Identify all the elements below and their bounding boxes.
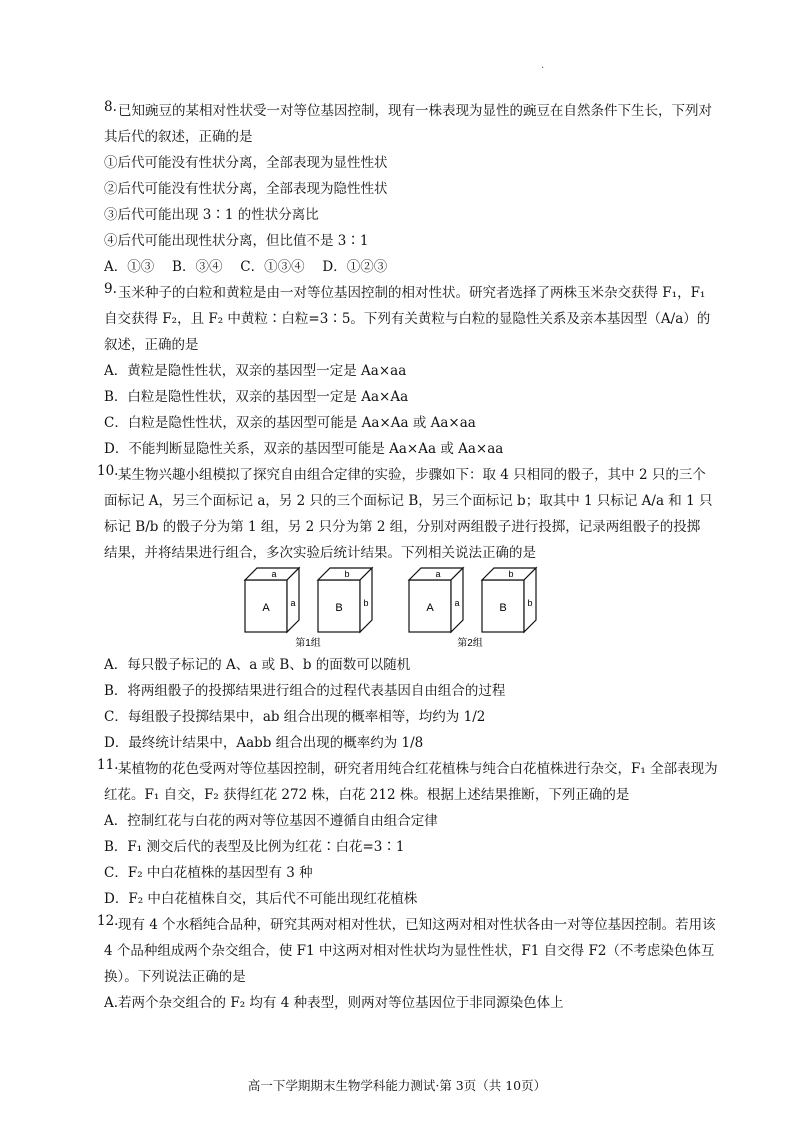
statement: ①后代可能没有性状分离，全部表现为显性性状: [104, 155, 388, 171]
header-mark: .: [541, 60, 545, 71]
option-a: A．黄粒是隐性性状，双亲的基因型一定是 Aa×aa: [104, 363, 407, 379]
die-top-label: b: [508, 569, 514, 579]
die-front-label: A: [426, 602, 434, 614]
question-stem-line: 某植物的花色受两对等位基因控制，研究者用纯合红花植株与纯合白花植株进行杂交，F₁ 全部表现为: [118, 761, 718, 777]
question-number: 9.: [104, 281, 117, 297]
question-stem-line: 叙述，正确的是: [104, 337, 199, 353]
die-side-label: a: [290, 598, 296, 608]
option-b: B．F₁ 测交后代的表型及比例为红花∶白花=3∶1: [104, 839, 405, 855]
die-4: [482, 568, 536, 632]
die-side-label: b: [527, 598, 533, 608]
dice-figure: [230, 560, 560, 652]
option-d: D．最终统计结果中，Aabb 组合出现的概率约为 1/8: [104, 735, 424, 751]
question-stem-line: 现有 4 个水稻纯合品种，研究其两对相对性状，已知这两对相对性状各由一对等位基因控制。若用该: [118, 917, 716, 933]
die-front-label: B: [499, 602, 507, 614]
question-stem-line: 自交获得 F₂，且 F₂ 中黄粒∶白粒=3∶5。下列有关黄粒与白粒的显隐性关系及亲本基因型（A/a）的: [104, 311, 711, 327]
question-stem-line: 其后代的叙述，正确的是: [104, 129, 253, 145]
question-stem-line: 已知豌豆的某相对性状受一对等位基因控制，现有一株表现为显性的豌豆在自然条件下生长，下列对: [118, 103, 712, 119]
question-stem-line: 面标记 A，另三个面标记 a，另 2 只的三个面标记 B，另三个面标记 b；取其中 1 只标记 A/a 和 1 只: [104, 493, 713, 509]
statement: ②后代可能没有性状分离，全部表现为隐性性状: [104, 181, 388, 197]
option-a: A．控制红花与白花的两对等位基因不遵循自由组合定律: [104, 813, 438, 829]
question-stem-line: 红花。F₁ 自交，F₂ 获得红花 272 株，白花 212 株。根据上述结果推断，下列正确的是: [104, 787, 630, 803]
option-a: A．每只骰子标记的 A、a 或 B、b 的面数可以随机: [104, 657, 411, 673]
die-2: [318, 568, 372, 632]
option-d: D．F₂ 中白花植株自交，其后代不可能出现红花植株: [104, 891, 418, 907]
question-number: 11.: [97, 757, 119, 773]
die-1: [245, 568, 299, 632]
option-c: C．白粒是隐性性状，双亲的基因型可能是 Aa×Aa 或 Aa×aa: [104, 415, 476, 431]
statement: ③后代可能出现 3∶1 的性状分离比: [104, 207, 319, 223]
option-c: C．每组骰子投掷结果中，ab 组合出现的概率相等，均约为 1/2: [104, 709, 486, 725]
option-d: D．不能判断显隐性关系，双亲的基因型可能是 Aa×Aa 或 Aa×aa: [104, 441, 504, 457]
question-stem-line: 标记 B/b 的骰子分为第 1 组，另 2 只分为第 2 组，分别对两组骰子进行投掷，记录两组骰子的投掷: [104, 519, 701, 535]
question-stem-line: 玉米种子的白粒和黄粒是由一对等位基因控制的相对性状。研究者选择了两株玉米杂交获得 F₁，F₁: [118, 285, 706, 301]
question-stem-line: 结果，并将结果进行组合，多次实验后统计结果。下列相关说法正确的是: [104, 545, 536, 561]
question-number: 8.: [104, 99, 117, 115]
die-top-label: a: [271, 569, 277, 579]
page-footer: 高一下学期期末生物学科能力测试·第 3页（共 10页）: [247, 1078, 547, 1093]
die-front-label: B: [335, 602, 343, 614]
die-side-label: b: [363, 598, 369, 608]
question-number: 12.: [97, 913, 119, 929]
answer-options: A．①③ B．③④ C．①③④ D．①②③: [104, 259, 388, 275]
die-side-label: a: [454, 598, 460, 608]
option-a: A.若两个杂交组合的 F₂ 均有 4 种表型，则两对等位基因位于非同源染色体上: [104, 995, 564, 1011]
option-b: B．白粒是隐性性状，双亲的基因型一定是 Aa×Aa: [104, 389, 409, 405]
statement: ④后代可能出现性状分离，但比值不是 3∶1: [104, 233, 369, 249]
group-label: 第2组: [457, 638, 483, 649]
question-stem-line: 某生物兴趣小组模拟了探究自由组合定律的实验，步骤如下：取 4 只相同的骰子，其中 2 只的三个: [118, 467, 706, 483]
option-c: C．F₂ 中白花植株的基因型有 3 种: [104, 865, 313, 881]
die-3: [409, 568, 463, 632]
question-stem-line: 换）。下列说法正确的是: [104, 969, 246, 985]
die-top-label: b: [344, 569, 350, 579]
option-b: B．将两组骰子的投掷结果进行组合的过程代表基因自由组合的过程: [104, 683, 506, 699]
question-stem-line: 4 个品种组成两个杂交组合，使 F1 中这两对相对性状均为显性性状，F1 自交得 F2（不考虑染色体互: [104, 943, 715, 959]
die-top-label: a: [435, 569, 441, 579]
question-number: 10.: [97, 463, 119, 479]
group-label: 第1组: [295, 638, 321, 649]
die-front-label: A: [262, 602, 270, 614]
